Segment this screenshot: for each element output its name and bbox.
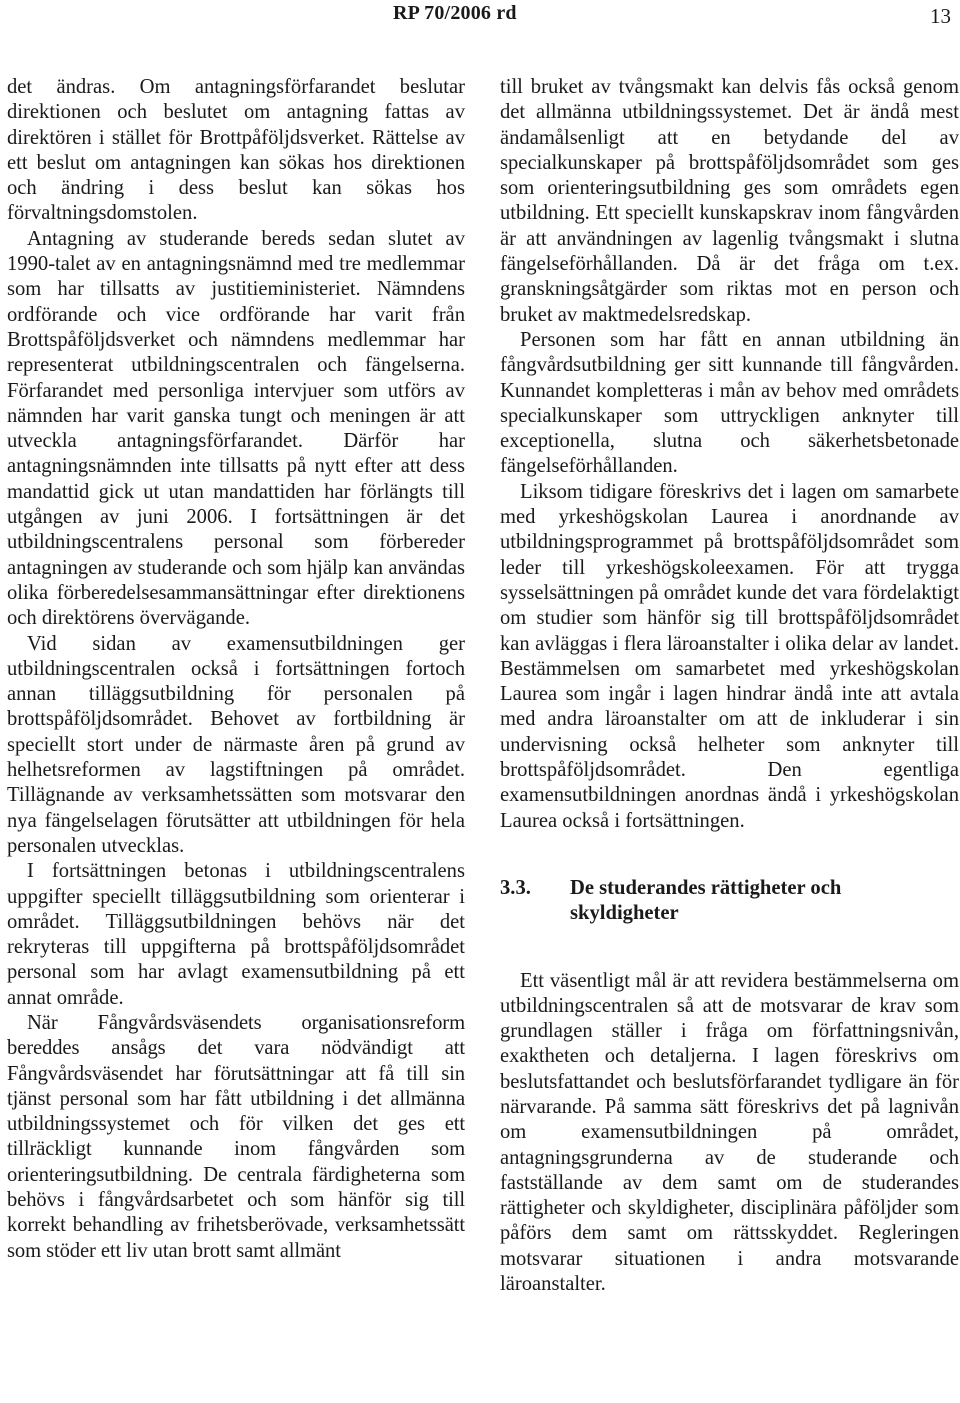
right-column: [500, 75, 959, 1297]
page-number: 13: [930, 4, 951, 28]
paragraph: Antagning av studerande bereds sedan slutet av 1990-talet av en antagningsnämnd med tre medlemmar som har tillsatts av justitieministeriet. Nämndens ordförande och vice ordförande har varit från Brottspåföljdsverket och nämndens medlemmar har representerat utbildningscentralen och fängelserna. Förfarandet med personliga intervjuer som utförs av nämnden har varit ganska tungt och meningen är att utveckla antagningsförfarandet. Därför har antagningsnämnden inte tillsatts på nytt efter att dess mandattid gick ut utan mandattiden har förlängts till utgången av juni 2006. I fortsättningen är det utbildningscentralens personal som förbereder antagningen av studerande och som hjälp kan användas olika förberedelsesammansättningar efter direktionens och direktörens övervägande.: [7, 227, 465, 630]
paragraph: Personen som har fått en annan utbildning än fångvårdsutbildning ger sitt kunnande till fångvården. Kunnandet kompletteras i mån av behov med områdets specialkunskaper som uttryckligen anknyter till exceptionella, slutna och säkerhetsbetonade fängelseförhållanden.: [500, 328, 959, 478]
page-header: [0, 0, 960, 34]
section-heading: [500, 876, 959, 927]
paragraph: Liksom tidigare föreskrivs det i lagen om samarbete med yrkeshögskolan Laurea i anordnande av utbildningsprogrammet på brottspåföljdsområdet som leder till yrkeshögskoleexamen. För att trygga sysselsättningen på området kunde det vara fördelaktigt om studier som hänför sig till brottspåföljdsområdet kan avläggas i flera läroanstalter i olika delar av landet. Bestämmelsen om samarbetet med yrkeshögskolan Laurea som ingår i lagen hindrar ändå inte att avtala med andra läroanstalter om att de inkluderar i sin undervisning också helheter som anknyter till brottspåföljdsområdet. Den egentliga examensutbildningen anordnas ändå i yrkeshögskolan Laurea också i fortsättningen.: [500, 480, 959, 832]
section-number: 3.3.: [500, 876, 531, 899]
paragraph: till bruket av tvångsmakt kan delvis fås också genom det allmänna utbildningssystemet. Det är ändå mest ändamålsenligt att en betydande del av specialkunskaper på brottspåföljdsområdet som ges som orienteringsutbildning ges som områdets egen utbildning. Ett speciellt kunskapskrav inom fångvården är att användningen av lagenlig tvångsmakt i slutna fängelseförhållanden. Då är det fråga om t.ex. granskningsåtgärder som riktas mot en person och bruket av maktmedelsredskap.: [500, 76, 959, 326]
left-column: [7, 75, 465, 1264]
paragraph: Vid sidan av examensutbildningen ger utbildningscentralen också i fortsättningen fortoch annan tilläggsutbildning för personalen på brottspåföljdsområdet. Behovet av fortbildning är speciellt stort under de närmaste åren på grund av helhetsreformen av lagstiftningen på området. Tillägnande av verksamhetssätten som motsvarar den nya fängelselagen förutsätter att utbildningen för hela personalen utvecklas.: [7, 632, 465, 857]
document-reference: RP 70/2006 rd: [393, 2, 517, 24]
paragraph: När Fångvårdsväsendets organisationsreform bereddes ansågs det vara nödvändigt att Fångvårdsväsendet har förutsättningar att få till sin tjänst personal som har fått utbildning i det allmänna utbildningssystemet och för vilken det ges ett tillräckligt kunnande inom fångvården som orienteringsutbildning. De centrala färdigheterna som behövs i fångvårdsarbetet och som hänför sig till korrekt behandling av frihetsberövade, verksamhetssätt som stöder ett liv utan brott samt allmänt: [7, 1011, 465, 1262]
paragraph: I fortsättningen betonas i utbildningscentralens uppgifter speciellt tilläggsutbildning som orienterar i området. Tilläggsutbildningen behövs när det rekryteras till uppgifterna på brottspåföljdsområdet personal som har avlagt examensutbildning på ett annat område.: [7, 860, 465, 1009]
paragraph: Ett väsentligt mål är att revidera bestämmelserna om utbildningscentralen så att de motsvarar de krav som grundlagen ställer i fråga om författningsnivån, exaktheten och detaljerna. I lagen föreskrivs om beslutsfattandet och beslutsförfarandet tydligare än för närvarande. På samma sätt föreskrivs det på lagnivån om examensutbildningen på området, antagningsgrunderna av de studerande och fastställande av dem samt om de studerandes rättigheter och skyldigheter, disciplinära påföljder som påförs dem samt om rättsskyddet. Regleringen motsvarar situationen i andra motsvarande läroanstalter.: [500, 969, 959, 1296]
paragraph: det ändras. Om antagningsförfarandet beslutar direktionen och beslutet om antagning fattas av direktören i stället för Brottpåföljdsverket. Rättelse av ett beslut om antagningen kan sökas hos direktionen och ändring i dess beslut kan sökas hos förvaltningsdomstolen.: [7, 76, 465, 225]
section-title: De studerandes rättigheter och skyldigheter: [570, 876, 842, 925]
